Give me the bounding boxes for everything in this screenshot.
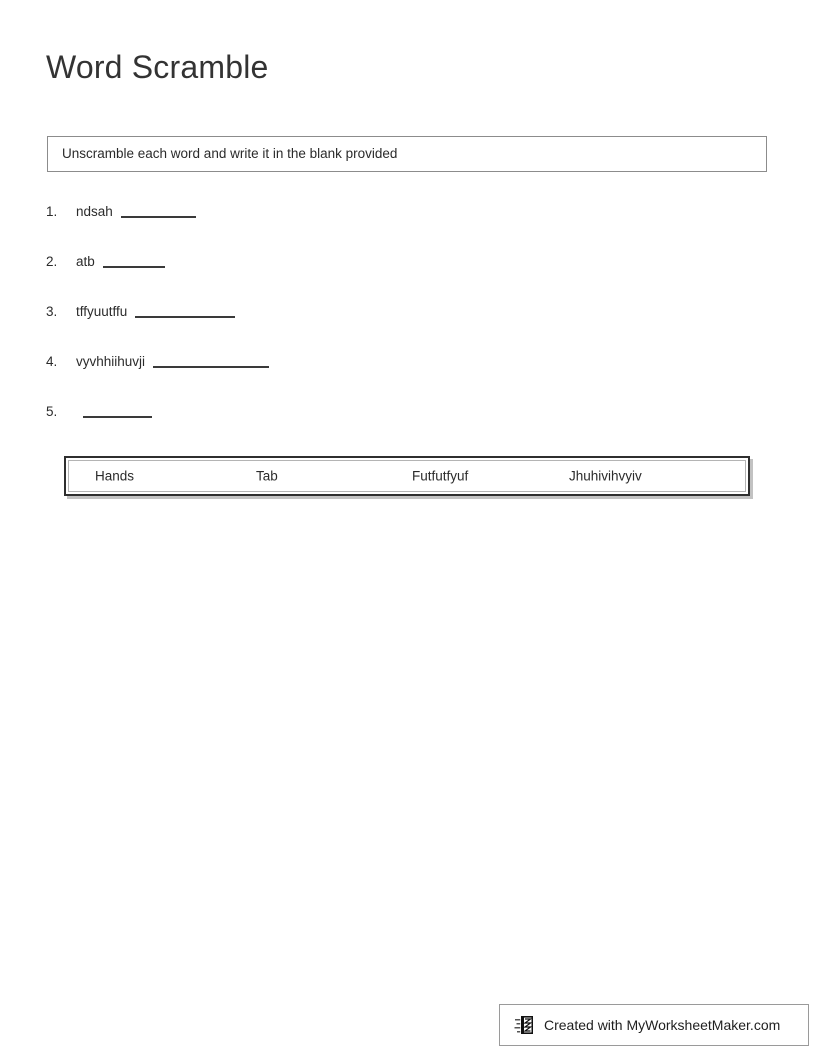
- question-item-2: [46, 252, 746, 302]
- answer-blank[interactable]: [153, 352, 269, 368]
- question-number: 5.: [46, 404, 58, 419]
- scrambled-word: atb: [76, 254, 95, 269]
- word-bank-box: [64, 456, 750, 496]
- scrambled-word: ndsah: [76, 204, 113, 219]
- answer-blank[interactable]: [135, 302, 235, 318]
- answer-blank[interactable]: [121, 202, 196, 218]
- page-title: Word Scramble: [46, 49, 269, 85]
- question-number: 1.: [46, 204, 58, 219]
- question-number: 4.: [46, 354, 58, 369]
- instructions-box: [47, 136, 767, 172]
- scrambled-word: vyvhhiihuvji: [76, 354, 146, 369]
- question-number: 2.: [46, 254, 58, 269]
- word-bank-word: Hands: [95, 468, 135, 484]
- instructions-text: Unscramble each word and write it in the blank provided: [62, 146, 398, 161]
- word-bank-word: Futfutfyuf: [412, 468, 469, 484]
- footer-credit-text: Created with MyWorksheetMaker.com: [544, 1017, 781, 1033]
- answer-blank[interactable]: [103, 252, 165, 268]
- worksheet-maker-logo-icon: [514, 1014, 536, 1036]
- question-item-4: [46, 352, 746, 402]
- question-list: [46, 202, 746, 452]
- footer-credit-badge[interactable]: [499, 1004, 809, 1046]
- question-item-5: [46, 402, 746, 452]
- answer-blank[interactable]: [83, 402, 152, 418]
- question-item-1: [46, 202, 746, 252]
- word-bank-word: Tab: [256, 468, 278, 484]
- scrambled-word: tffyuutffu: [76, 304, 128, 319]
- question-number: 3.: [46, 304, 58, 319]
- question-item-3: [46, 302, 746, 352]
- word-bank-word: Jhuhivihvyiv: [569, 468, 642, 484]
- word-bank-inner: [68, 460, 746, 492]
